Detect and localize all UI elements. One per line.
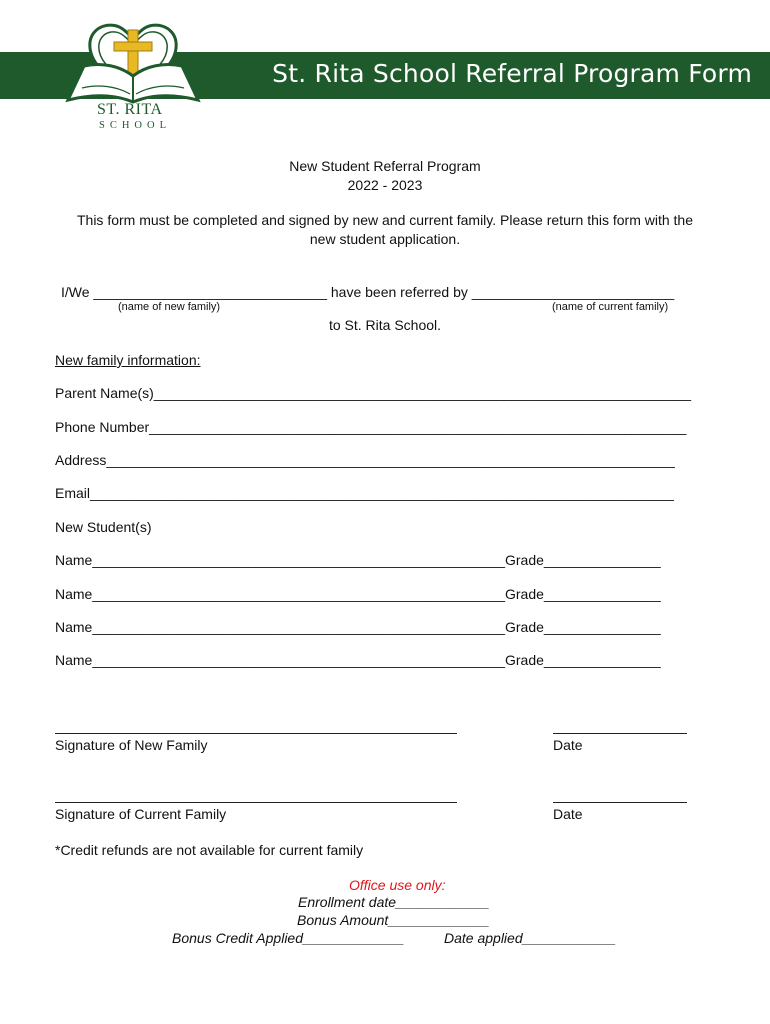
new-family-heading: New family information: <box>55 352 201 368</box>
address-field[interactable]: Address_________________________________________________________________________ <box>55 452 675 468</box>
instruction-line-2: new student application. <box>309 231 461 247</box>
student-row[interactable]: Name_____________________________________________________Grade_______________ <box>55 552 661 568</box>
current-family-signature-line[interactable] <box>55 802 457 803</box>
instruction-line-1: This form must be completed and signed by new and current family. Please return this form with the <box>76 212 694 228</box>
student-row[interactable]: Name_____________________________________________________Grade_______________ <box>55 586 661 602</box>
program-year: 2022 - 2023 <box>347 177 423 193</box>
logo-school-name: ST. RITA <box>97 101 163 118</box>
program-title: New Student Referral Program <box>289 158 481 174</box>
current-family-signature-label: Signature of Current Family <box>55 806 227 822</box>
enrollment-date-field[interactable]: Enrollment date____________ <box>298 894 490 910</box>
bonus-amount-field[interactable]: Bonus Amount_____________ <box>297 912 490 928</box>
new-family-signature-label: Signature of New Family <box>55 737 208 753</box>
current-family-date-line[interactable] <box>553 802 687 803</box>
office-use-heading: Office use only: <box>349 877 446 893</box>
phone-field[interactable]: Phone Number_____________________________________________________________________ <box>55 419 687 435</box>
parent-names-field[interactable]: Parent Name(s)_____________________________________________________________________ <box>55 385 692 401</box>
form-title: St. Rita School Referral Program Form <box>272 59 752 88</box>
new-family-date-line[interactable] <box>553 733 687 734</box>
current-family-hint: (name of current family) <box>552 301 669 313</box>
student-row[interactable]: Name_____________________________________________________Grade_______________ <box>55 652 661 668</box>
new-family-date-label: Date <box>553 737 583 753</box>
referral-suffix: to St. Rita School. <box>328 317 442 333</box>
student-row[interactable]: Name_____________________________________________________Grade_______________ <box>55 619 661 635</box>
school-logo-icon <box>62 16 204 108</box>
bonus-credit-field[interactable]: Bonus Credit Applied_____________ <box>172 930 405 946</box>
referral-line[interactable]: I/We ______________________________ have been referred by __________________________ <box>61 284 675 300</box>
new-family-signature-line[interactable] <box>55 733 457 734</box>
logo-school-subtitle: SCHOOL <box>99 120 172 131</box>
current-family-date-label: Date <box>553 806 583 822</box>
new-students-heading: New Student(s) <box>55 519 152 535</box>
credit-refund-note: *Credit refunds are not available for current family <box>55 842 364 858</box>
date-applied-field[interactable]: Date applied____________ <box>444 930 617 946</box>
new-family-hint: (name of new family) <box>118 301 221 313</box>
email-field[interactable]: Email___________________________________________________________________________ <box>55 485 674 501</box>
